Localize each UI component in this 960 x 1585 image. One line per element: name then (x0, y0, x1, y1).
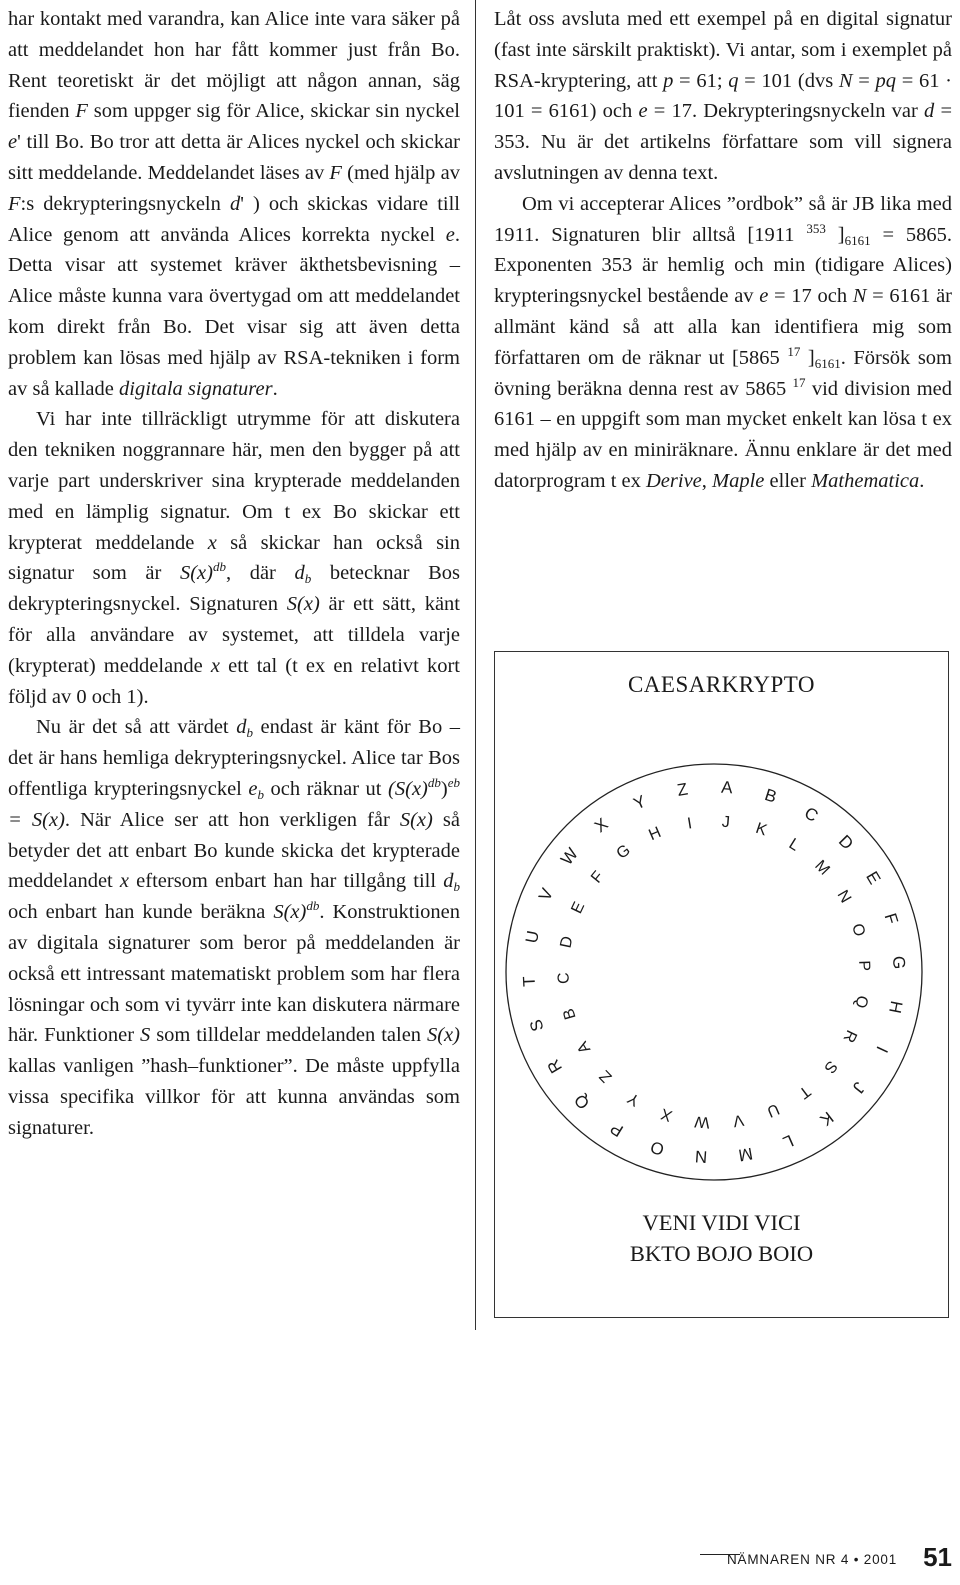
term-digital-signatures: digitala signaturer (119, 377, 273, 400)
inner-ring-letter: M (811, 857, 833, 879)
outer-ring-letter: X (591, 814, 612, 837)
page-footer (700, 1542, 952, 1578)
outer-ring-letter: H (885, 999, 907, 1015)
figure-caption (495, 1207, 948, 1269)
outer-ring-letter: O (648, 1137, 667, 1160)
inner-ring-letter: S (820, 1057, 841, 1077)
inner-ring-letter: T (795, 1082, 814, 1102)
outer-ring-letter: Q (570, 1090, 594, 1113)
outer-ring-letter: Z (675, 779, 690, 800)
left-paragraph-2: Vi har inte tillräckligt utrymme för att diskutera den tekniken noggrannare här, men den bygger på att varje part underskriver sina krypterade meddelanden med en lämplig signatur. Om t ex Bo skickar ett krypterat meddelande x så skickar han också sin signatur som är $S(x)^{db}$, där $d_b$ betecknar Bos dekrypteringsnyckel. Signaturen S(x) är ett sätt, känt för alla användare av systemet, att tilldela varje (krypterat) meddelande x ett tal (t ex en relativt kort följd av 0 och 1). (8, 408, 460, 708)
inner-ring-letter: X (658, 1104, 675, 1125)
outer-ring-letter: C (800, 803, 822, 826)
caesar-cipher-figure (494, 651, 949, 1318)
software-mathematica: Mathematica (811, 469, 920, 492)
outer-ring-letter: R (543, 1056, 567, 1077)
inner-ring-letter: V (731, 1110, 745, 1130)
outer-ring-letter: F (880, 910, 902, 927)
inner-ring-letter: O (848, 921, 868, 939)
left-paragraph-1: har kontakt med varandra, kan Alice inte vara säker på att meddelandet hon har fått kommer just från Bo. Rent teoretiskt är det möjligt att någon annan, säg fienden F som uppger sig för Alice, skickar sin nyckel e' till Bo. Bo tror att detta är Alices nyckel och skickar sitt meddelande. Meddelandet läses av F (med hjälp av F:s dekrypteringsnyckeln d' ) och skickas vidare till Alice genom att använda Alices korrekta nyckel e. Detta visar att systemet kräver äkthetsbevisning – Alice måste kunna vara övertygad om att meddelandet kom direkt från Bo. Det visar sig att även detta problem kan lösas med hjälp av RSA-tekniken i form av så kallade digitala signaturer. (8, 8, 460, 400)
inner-ring-letter: G (613, 841, 634, 863)
left-column (8, 4, 460, 1143)
outer-ring-letter: L (780, 1130, 797, 1153)
inner-ring-letter: D (557, 934, 577, 950)
inner-ring-letter: Q (851, 994, 871, 1010)
outer-ring-letter: S (526, 1017, 548, 1034)
outer-ring-letter: A (720, 777, 734, 798)
outer-ring-letter: Y (630, 791, 649, 814)
software-maple: Maple (712, 469, 765, 492)
inner-ring (555, 814, 872, 1131)
outer-ring-letter: T (519, 975, 539, 988)
outer-ring-letter: I (872, 1043, 892, 1056)
outer-ring-letter: J (848, 1078, 869, 1097)
outer-ring-letter: G (888, 955, 909, 970)
inner-ring-letter: E (568, 899, 589, 917)
caption-plaintext: VENI VIDI VICI (642, 1210, 801, 1235)
outer-ring-letter: N (694, 1146, 708, 1167)
outer-ring-letter: D (834, 831, 858, 854)
right-column (494, 4, 952, 497)
inner-ring-letter: C (555, 972, 573, 985)
inner-ring-letter: I (686, 815, 694, 833)
outer-ring-letter: U (521, 929, 543, 945)
inner-ring-letter: U (764, 1099, 782, 1120)
inner-ring-letter: Z (596, 1066, 616, 1086)
left-paragraph-3: Nu är det så att värdet $d_b$ endast är känt för Bo – det är hans hemliga dekrypteringsnyckel. Alice tar Bos offentliga krypteringsnyckel $e_b$ och räknar ut $(S(x)^{db})^{eb} = S(x)$. När Alice ser att hon verkligen får S(x) så betyder det att enbart Bo kunde skicka det krypterade meddelandet x eftersom enbart han har tillgång till $d_b$ och enbart han kunde beräkna $S(x)^{db}$. Konstruktionen av digitala signaturer som beror på meddelanden är också ett intressant matematiskt problem som har flera lösningar och som vi tyvärr inte kan diskutera närmare här. Funktioner S som tilldelar meddelanden talen S(x) kallas vanligen ”hash–funktioner”. De måste uppfylla vissa specifika villkor för att kunna användas som signaturer. (8, 716, 461, 1139)
caption-ciphertext: BKTO BOJO BOIO (629, 1241, 814, 1266)
outer-ring-letter: E (862, 868, 885, 888)
inner-ring-letter: N (833, 887, 855, 907)
inner-ring-letter: A (574, 1038, 595, 1057)
outer-ring-letter: W (556, 844, 582, 869)
right-paragraph-2: Om vi accepterar Alices ”ordbok” så är JB lika med 1911. Signaturen blir alltså [1911 $^{353}$ ]$_{6161} = 5865$. Exponenten 353 är hemlig och min (tidigare Alices) krypteringsnyckel bestående av e = 17 och N = 6161 är allmänt känd så att alla kan identifiera mig som författaren om de räknar ut [5865 $^{17}$ ]$_{6161}$. Försök som övning beräkna denna rest av 5865 $^{17}$ vid division med 6161 – en uppgift som man mycket enkelt kan lösa t ex med hjälp av en miniräknare. Ännu enklare är det med datorprogram t ex Derive, Maple eller Mathematica. (494, 192, 952, 492)
inner-ring-letter: R (839, 1027, 860, 1045)
inner-ring-letter: Y (624, 1088, 644, 1109)
inner-ring-letter: J (721, 813, 731, 832)
outer-ring-letter: M (737, 1143, 755, 1165)
page-number: 51 (923, 1542, 952, 1572)
outer-ring-letter: K (816, 1107, 837, 1130)
outer-ring-letter: P (606, 1118, 627, 1141)
outer-ring-letter: B (762, 785, 780, 807)
inner-ring-letter: H (646, 824, 664, 845)
outer-circle (506, 764, 922, 1180)
outer-ring (519, 778, 908, 1167)
inner-ring-letter: L (785, 835, 803, 855)
right-paragraph-1: Låt oss avsluta med ett exempel på en digital signatur (fast inte särskilt praktiskt). Vi antar, som i exemplet på RSA-kryptering, att p = 61; q = 101 (dvs N = pq = 61 · 101 = 6161) och e = 17. Dekrypteringsnyckeln var d = 353. Nu är det artikelns författare som vill signera avslutningen av denna text. (494, 8, 953, 184)
figure-title: CAESARKRYPTO (627, 672, 816, 697)
inner-ring-letter: B (560, 1006, 580, 1022)
inner-ring-letter: K (753, 819, 770, 840)
inner-ring-letter: W (693, 1112, 711, 1131)
software-derive: Derive (646, 469, 702, 492)
outer-ring-letter: V (534, 885, 558, 904)
footer-journal: NÄMNAREN NR 4 • 2001 (727, 1552, 898, 1567)
inner-ring-letter: F (588, 868, 608, 887)
column-divider (475, 0, 476, 1330)
inner-ring-letter: P (855, 960, 873, 972)
